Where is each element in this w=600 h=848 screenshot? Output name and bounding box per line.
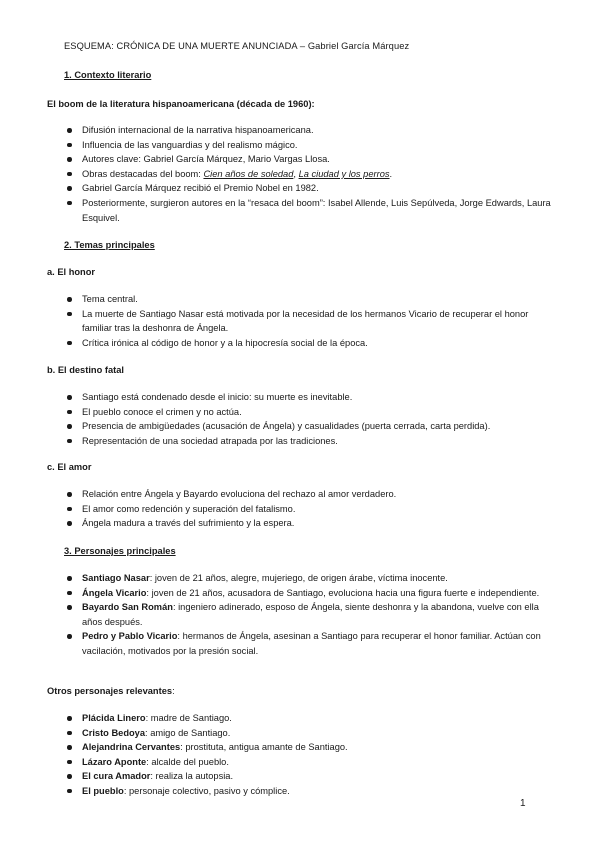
list-item bbox=[0, 769, 600, 784]
section-2-heading: 2. Temas principales bbox=[64, 240, 155, 250]
list-item: Ángela madura a través del sufrimiento y la espera. bbox=[0, 516, 600, 531]
list-item bbox=[0, 784, 600, 799]
destino-list bbox=[0, 390, 600, 448]
character-desc: : realiza la autopsia. bbox=[150, 771, 234, 782]
amor-list bbox=[0, 487, 600, 531]
otros-heading-colon: : bbox=[172, 686, 175, 696]
character-name: Alejandrina Cervantes bbox=[82, 742, 181, 753]
list-item: Autores clave: Gabriel García Márquez, Mario Vargas Llosa. bbox=[0, 152, 600, 167]
works-prefix: Obras destacadas del boom: bbox=[82, 168, 204, 179]
works-end: . bbox=[389, 168, 393, 179]
section-3-heading: 3. Personajes principales bbox=[64, 546, 176, 556]
destino-subheading: b. El destino fatal bbox=[47, 365, 124, 375]
personajes-list bbox=[0, 571, 600, 659]
list-item bbox=[0, 571, 600, 586]
character-desc: : prostituta, antigua amante de Santiago. bbox=[180, 742, 348, 753]
character-desc: : madre de Santiago. bbox=[145, 713, 232, 723]
list-item: Crítica irónica al código de honor y a la hipocresía social de la época. bbox=[0, 336, 600, 351]
character-name: Cristo Bedoya bbox=[82, 727, 146, 738]
otros-subheading bbox=[47, 684, 175, 699]
character-name: El pueblo bbox=[82, 785, 124, 796]
character-name: Bayardo San Román bbox=[82, 602, 173, 613]
character-name: Santiago Nasar bbox=[82, 573, 150, 583]
page-title: ESQUEMA: CRÓNICA DE UNA MUERTE ANUNCIADA – Gabriel García Márquez bbox=[64, 41, 410, 51]
amor-subheading: c. El amor bbox=[47, 462, 92, 472]
character-name: Pedro y Pablo Vicario bbox=[82, 631, 178, 642]
character-desc: : ingeniero adinerado, esposo de Ángela, siente deshonra y la abandona, vuelve con ella años después. bbox=[82, 602, 539, 627]
list-item: La muerte de Santiago Nasar está motivada por la necesidad de los hermanos Vicario de recuperar el honor familiar tras la deshonra de Ángela. bbox=[0, 307, 600, 336]
list-item: Presencia de ambigüedades (acusación de Ángela) y casualidades (puerta cerrada, carta perdida). bbox=[0, 419, 600, 434]
list-item bbox=[0, 726, 600, 741]
list-item: Difusión internacional de la narrativa hispanoamericana. bbox=[0, 123, 600, 138]
list-item bbox=[0, 586, 600, 601]
list-item bbox=[0, 711, 600, 726]
character-desc: : alcalde del pueblo. bbox=[146, 756, 229, 767]
otros-heading-text: Otros personajes relevantes bbox=[47, 686, 173, 696]
honor-subheading: a. El honor bbox=[47, 267, 96, 277]
list-item bbox=[0, 600, 600, 629]
list-item: El amor como redención y superación del fatalismo. bbox=[0, 502, 600, 517]
list-item: Tema central. bbox=[0, 292, 600, 307]
work-ciudad-perros: La ciudad y los perros bbox=[298, 168, 390, 179]
character-name: El cura Amador bbox=[82, 771, 151, 782]
list-item bbox=[0, 755, 600, 770]
boom-list bbox=[0, 123, 600, 225]
list-item: Influencia de las vanguardias y del realismo mágico. bbox=[0, 138, 600, 153]
otros-list bbox=[0, 711, 600, 799]
list-item bbox=[0, 740, 600, 755]
list-item: Representación de una sociedad atrapada por las tradiciones. bbox=[0, 434, 600, 449]
honor-list bbox=[0, 292, 600, 350]
character-desc: : personaje colectivo, pasivo y cómplice. bbox=[123, 785, 290, 796]
character-desc: : hermanos de Ángela, asesinan a Santiago para recuperar el honor familiar. Actúan con vacilación, motivados por la presión social. bbox=[82, 631, 541, 656]
list-item bbox=[0, 629, 600, 658]
work-cien-anos: Cien años de soledad bbox=[203, 168, 294, 179]
section-1-heading: 1. Contexto literario bbox=[64, 70, 152, 80]
character-name: Ángela Vicario bbox=[82, 587, 147, 598]
character-desc: : joven de 21 años, acusadora de Santiago, evoluciona hacia una figura fuerte e independiente. bbox=[146, 587, 540, 598]
character-desc: : joven de 21 años, alegre, mujeriego, de origen árabe, víctima inocente. bbox=[149, 573, 448, 583]
boom-subheading: El boom de la literatura hispanoamericana (década de 1960): bbox=[47, 99, 315, 109]
list-item: Posteriormente, surgieron autores en la “resaca del boom”: Isabel Allende, Luis Sepúlveda, Jorge Edwards, Laura Esquivel. bbox=[0, 196, 600, 225]
list-item: Gabriel García Márquez recibió el Premio Nobel en 1982. bbox=[0, 181, 600, 196]
list-item: Santiago está condenado desde el inicio: su muerte es inevitable. bbox=[0, 390, 600, 405]
character-desc: : amigo de Santiago. bbox=[145, 727, 231, 738]
works-separator: , bbox=[293, 168, 299, 179]
character-name: Plácida Linero bbox=[82, 713, 146, 723]
list-item: Relación entre Ángela y Bayardo evoluciona del rechazo al amor verdadero. bbox=[0, 487, 600, 502]
character-name: Lázaro Aponte bbox=[82, 756, 147, 767]
page-number: 1 bbox=[520, 798, 526, 809]
list-item: El pueblo conoce el crimen y no actúa. bbox=[0, 405, 600, 420]
list-item bbox=[0, 167, 600, 182]
